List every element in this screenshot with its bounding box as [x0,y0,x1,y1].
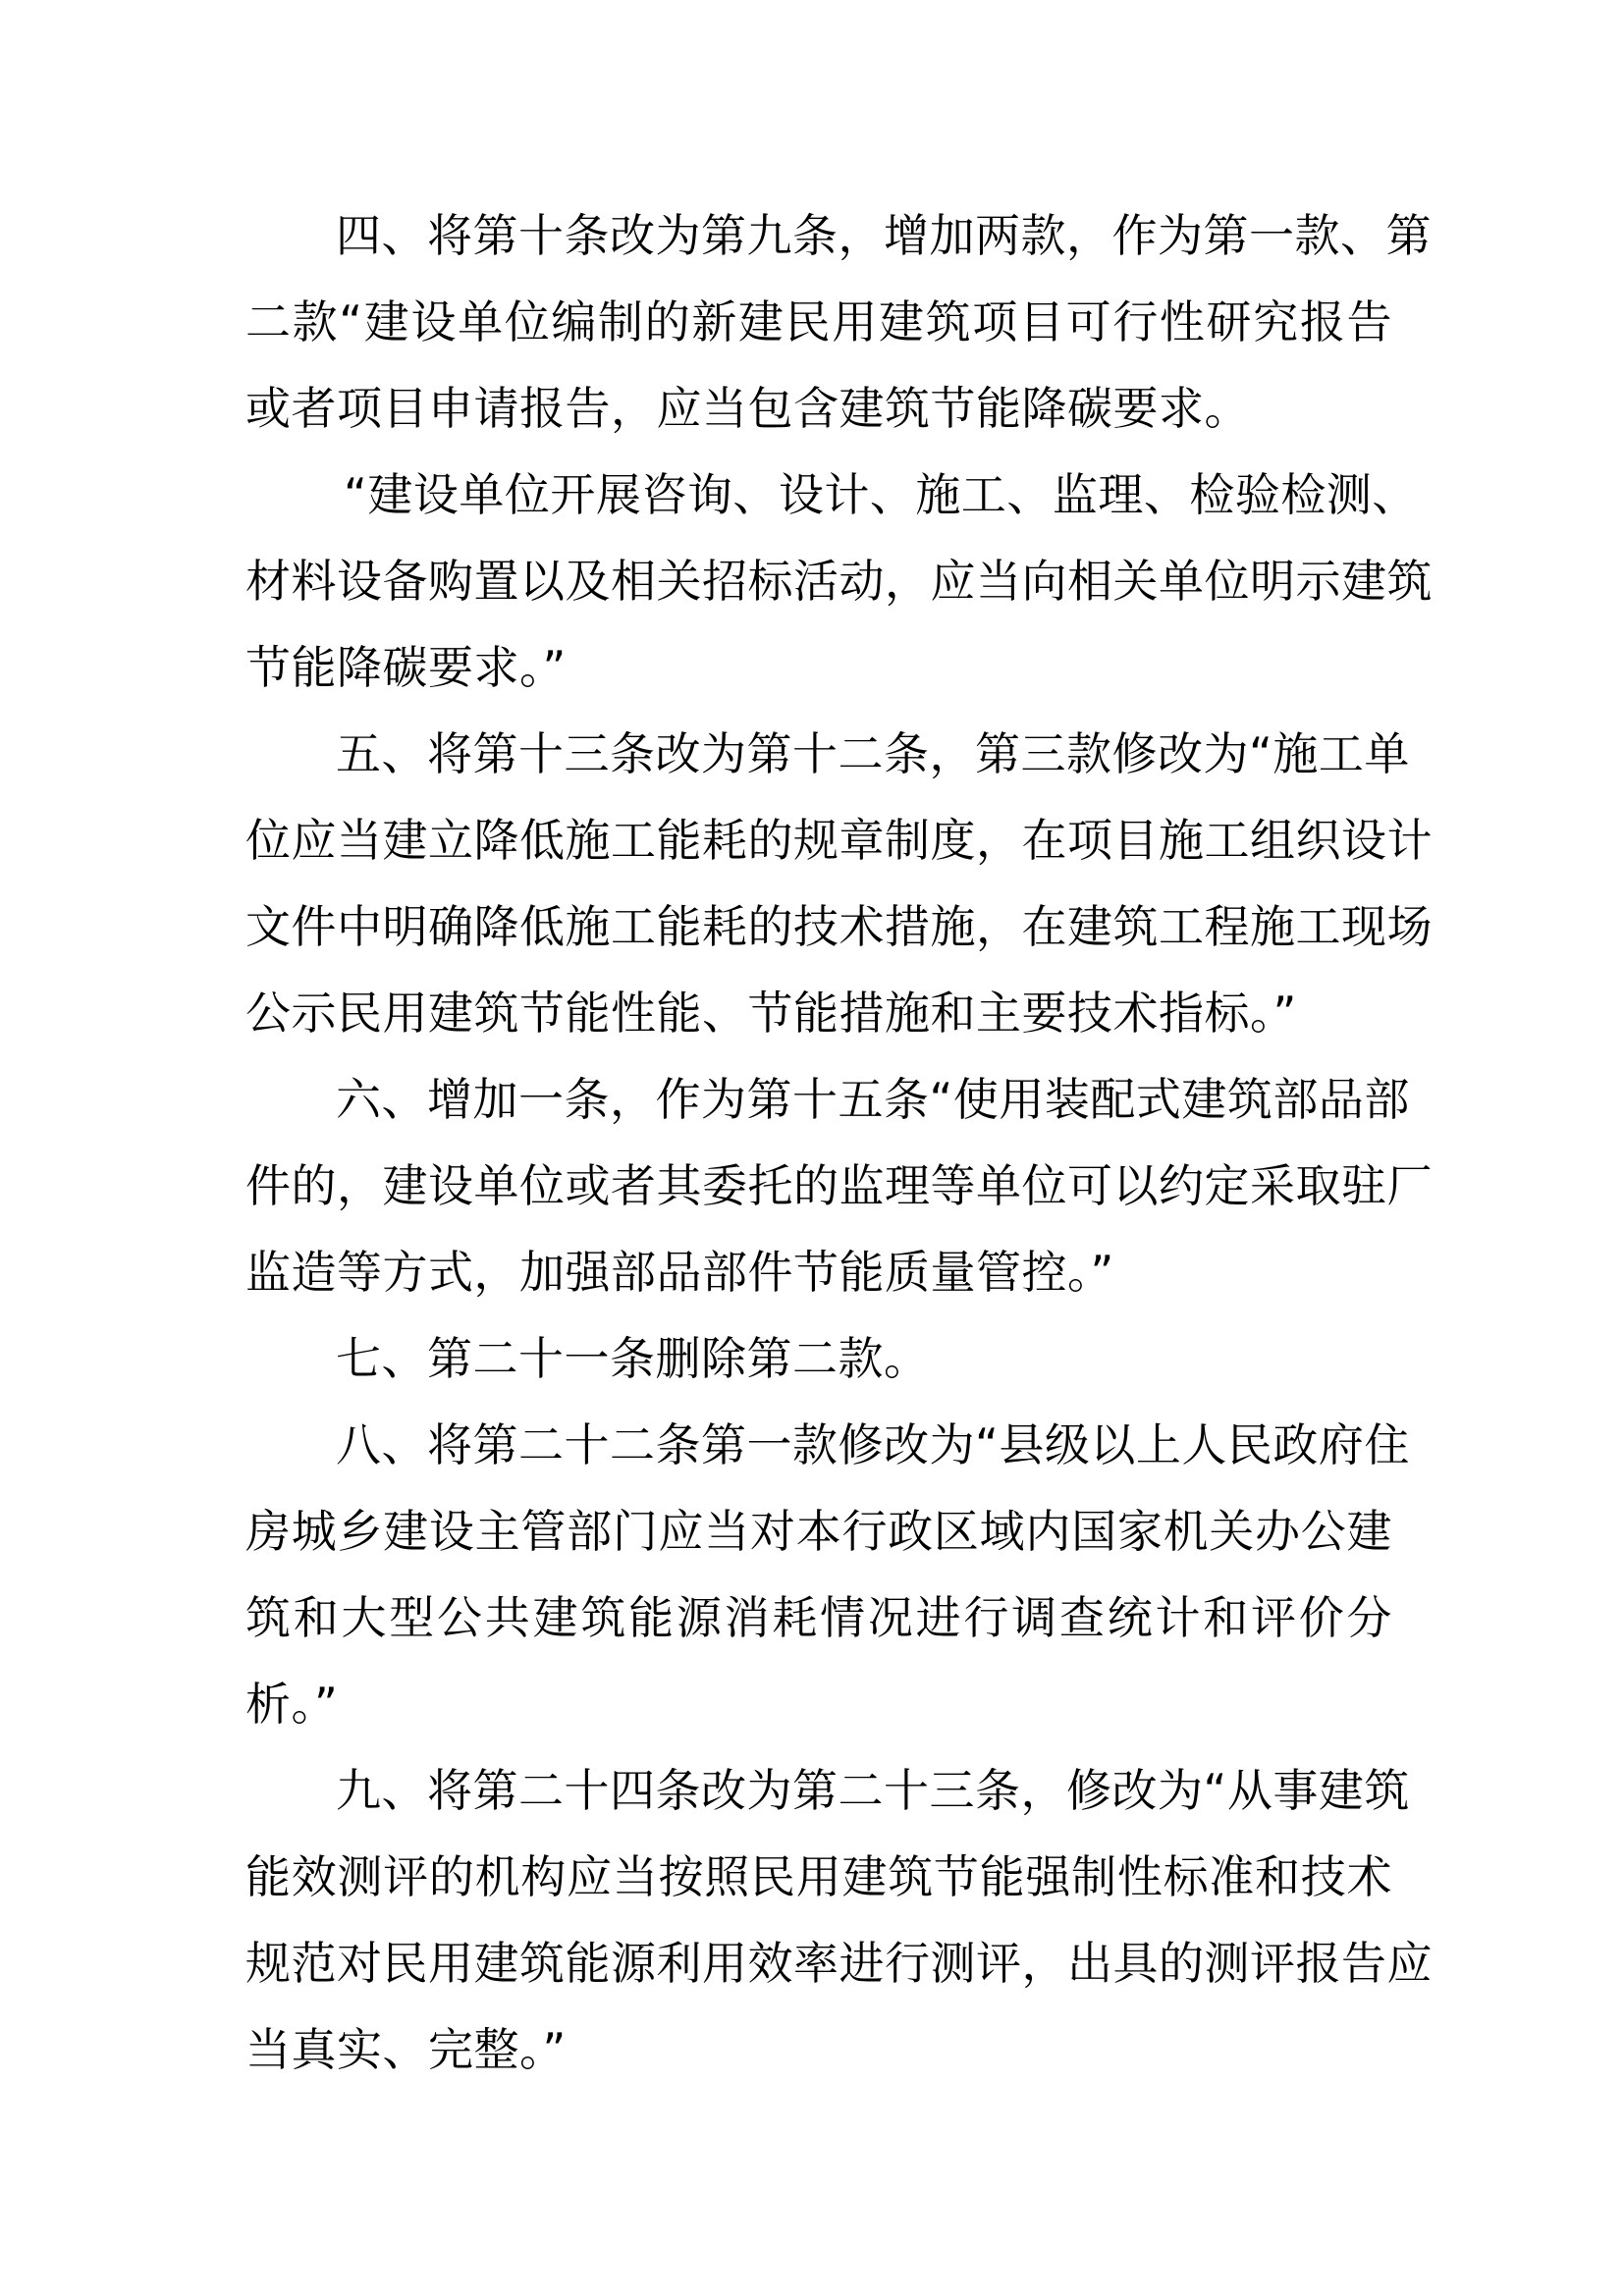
paragraph-6-line-2: 件的，建设单位或者其委托的监理等单位可以约定采取驻厂 [245,1159,1433,1212]
paragraph-9-line-1: 九、将第二十四条改为第二十三条，修改为“从事建筑 [336,1764,1410,1817]
paragraph-5-line-2: 位应当建立降低施工能耗的规章制度，在项目施工组织设计 [245,814,1433,867]
paragraph-8-line-2: 房城乡建设主管部门应当对本行政区域内国家机关办公建 [245,1505,1392,1558]
paragraph-4-line-1: 四、将第十条改为第九条，增加两款，作为第一款、第 [336,209,1432,262]
paragraph-5-line-1: 五、将第十三条改为第十二条，第三款修改为“施工单 [336,727,1410,780]
paragraph-4-line-3: 或者项目申请报告，应当包含建筑节能降碳要求。 [245,382,1250,435]
paragraph-4b-line-3: 节能降碳要求。” [245,641,567,694]
paragraph-8-line-3: 筑和大型公共建筑能源消耗情况进行调查统计和评价分 [245,1591,1392,1644]
paragraph-4-line-2: 二款“建设单位编制的新建民用建筑项目可行性研究报告 [245,295,1392,348]
paragraph-9-line-4: 当真实、完整。” [245,2023,567,2076]
paragraph-9-line-3: 规范对民用建筑能源利用效率进行测评，出具的测评报告应 [245,1937,1433,1990]
paragraph-9-line-2: 能效测评的机构应当按照民用建筑节能强制性标准和技术 [245,1850,1392,1903]
paragraph-4b-line-1: “建设单位开展咨询、设计、施工、监理、检验检测、 [344,468,1418,521]
paragraph-8-line-1: 八、将第二十二条第一款修改为“县级以上人民政府住 [336,1418,1410,1471]
paragraph-5-line-3: 文件中明确降低施工能耗的技术措施，在建筑工程施工现场 [245,900,1433,953]
paragraph-8-line-4: 析。” [245,1678,339,1731]
paragraph-4b-line-2: 材料设备购置以及相关招标活动，应当向相关单位明示建筑 [245,555,1433,608]
paragraph-6-line-1: 六、增加一条，作为第十五条“使用装配式建筑部品部 [336,1073,1410,1126]
paragraph-7-line-1: 七、第二十一条删除第二款。 [336,1332,930,1385]
paragraph-5-line-4: 公示民用建筑节能性能、节能措施和主要技术指标。” [245,987,1297,1040]
paragraph-6-line-3: 监造等方式，加强部品部件节能质量管控。” [245,1246,1114,1299]
